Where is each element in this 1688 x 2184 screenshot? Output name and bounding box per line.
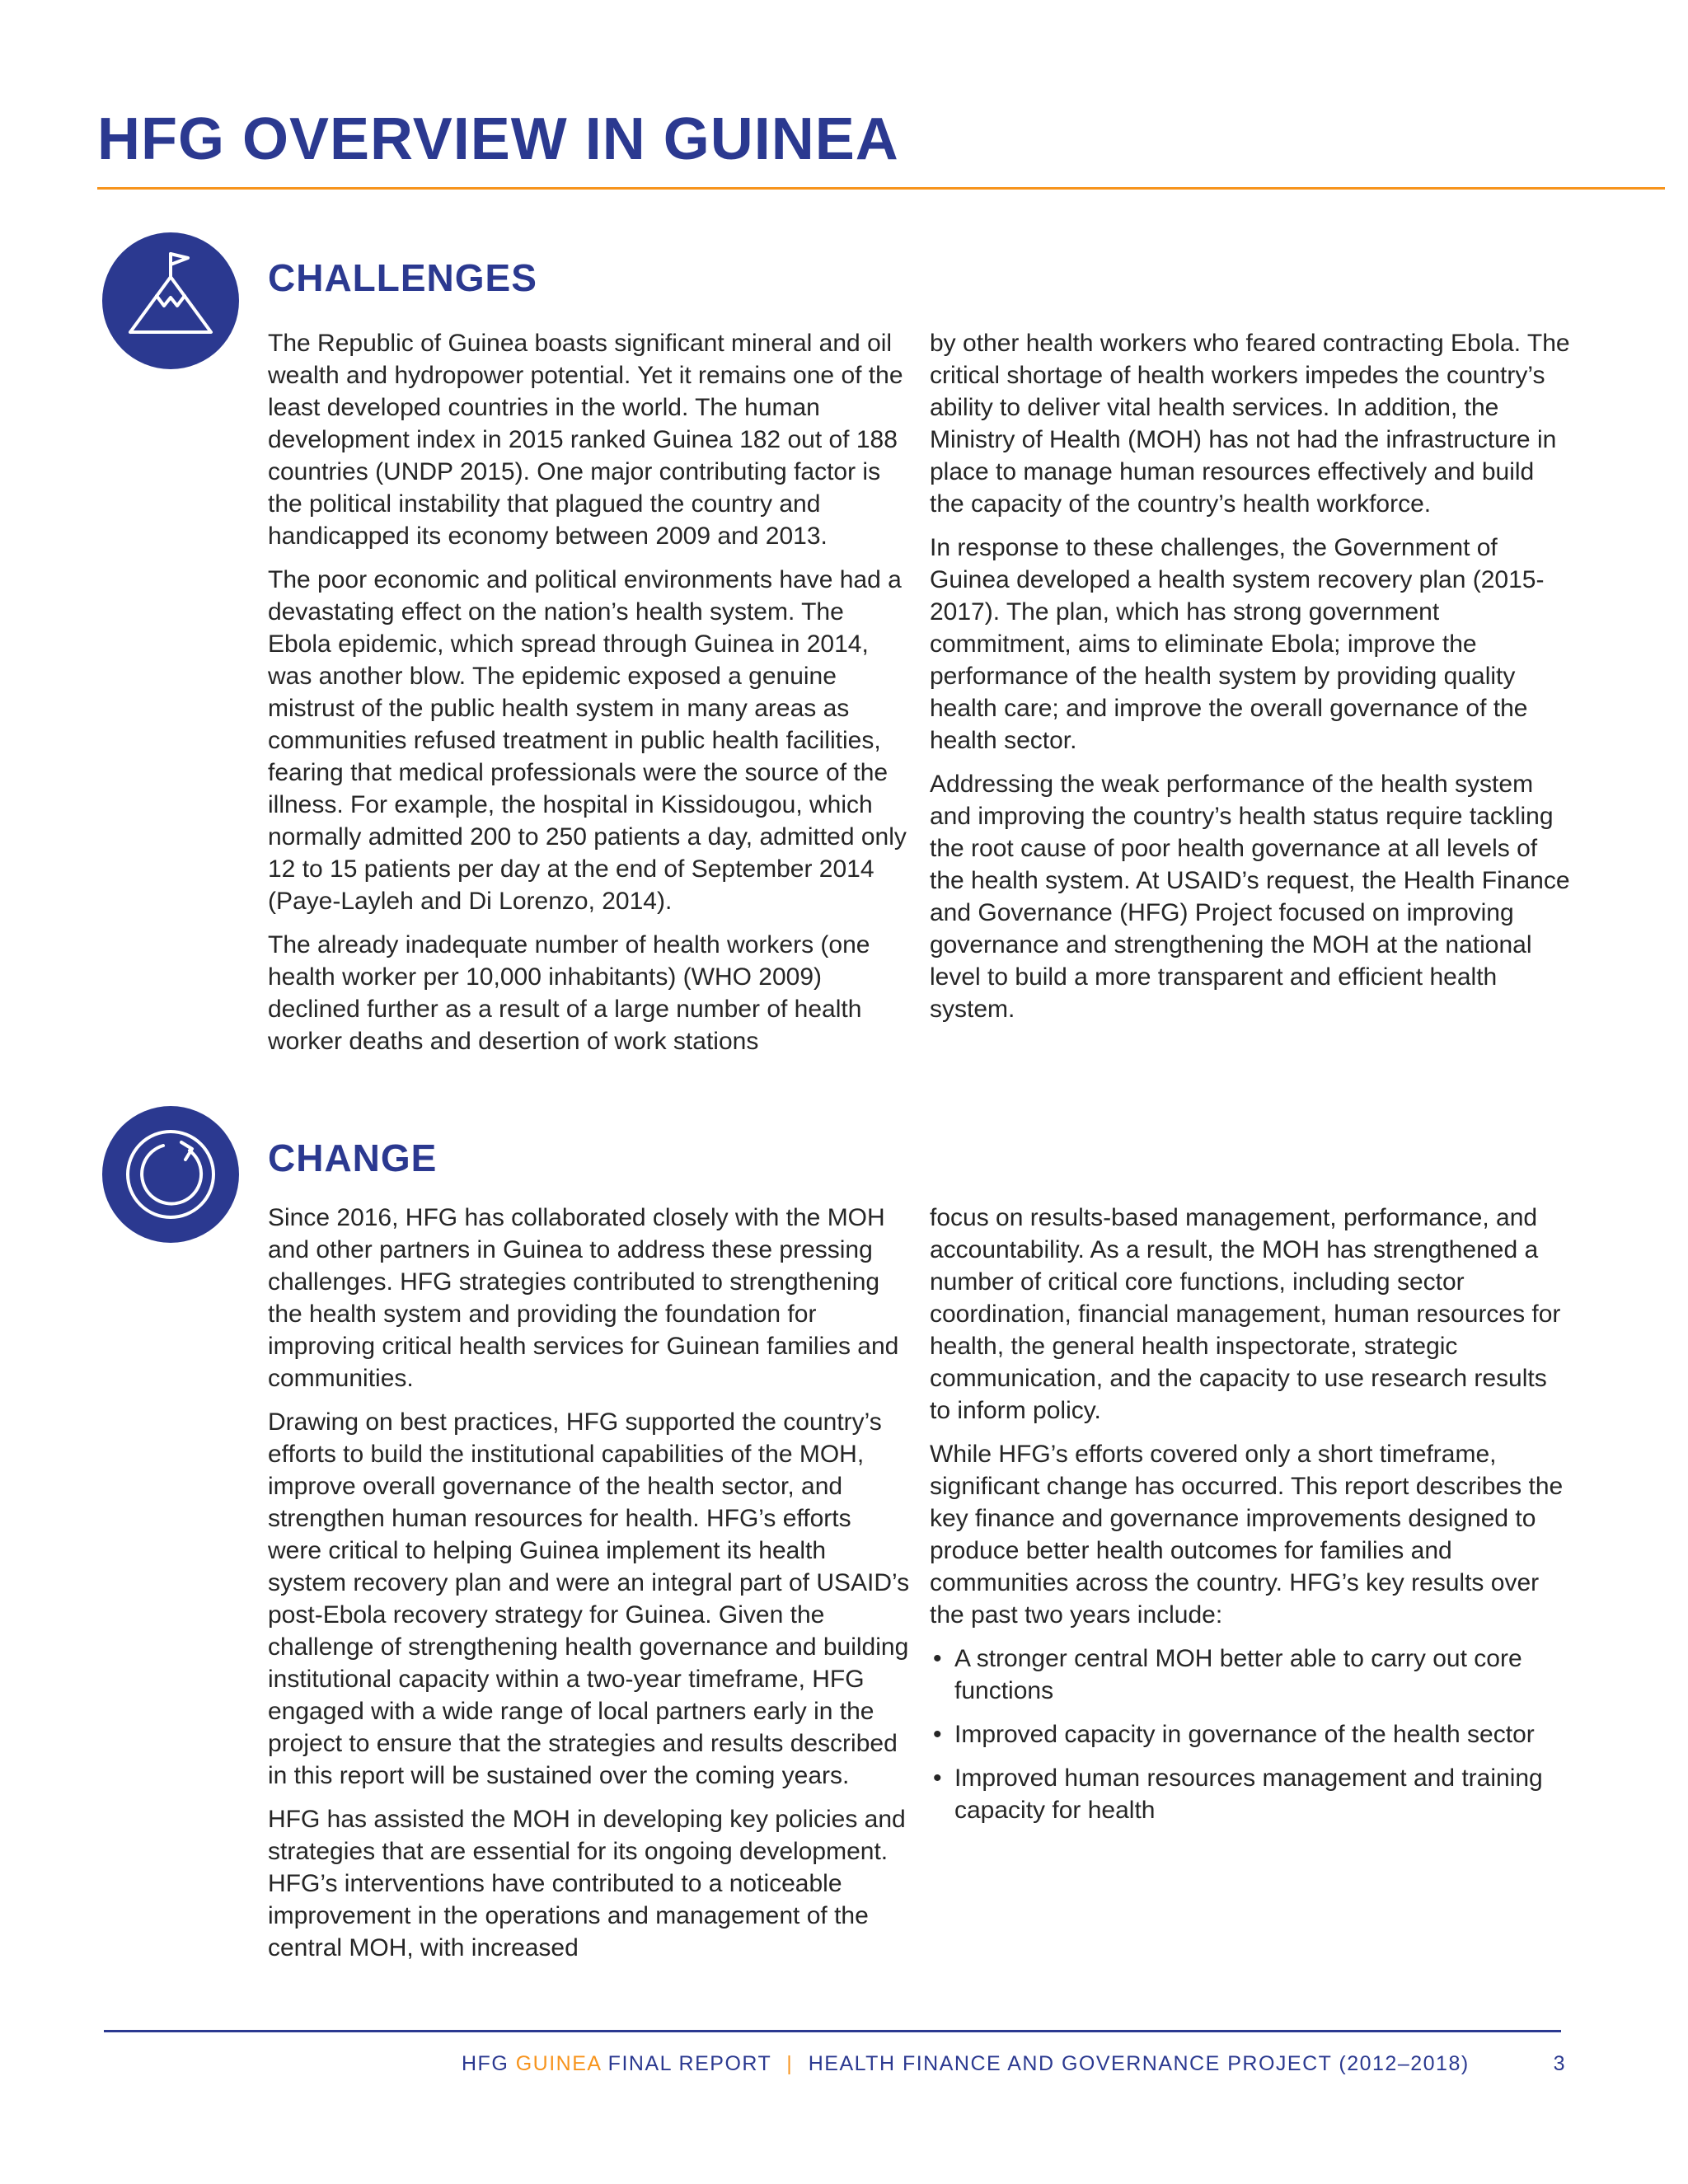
paragraph: HFG has assisted the MOH in developing key policies and strategies that are essential for its ongoing development. HFG’s interventions have contributed to a noticeable improvement in the operations and management of the central MOH, with increased [268,1806,906,1961]
footer-project-name: HEALTH FINANCE AND GOVERNANCE PROJECT (2012–2018) [808,2052,1470,2075]
footer [462,2052,1566,2076]
footer-report-prefix: HFG [462,2052,509,2075]
list-item: • Improved capacity in governance of the health sector [930,1718,1573,1750]
title-divider [97,187,1665,190]
paragraph: by other health workers who feared contracting Ebola. The critical shortage of health workers impedes the country’s ability to deliver vital health services. In addition, the Ministry of Health (MOH) has not had the infrastructure in place to manage human resources effectively and build the capacity of the country’s health workforce. [930,330,1570,518]
paragraph: In response to these challenges, the Government of Guinea developed a health system recovery plan (2015-2017). The plan, which has strong government commitment, aims to eliminate Ebola; improve the performance of the health system by providing quality health care; and improve the overall governance of the health sector. [930,534,1545,754]
refresh-arrow-icon [102,1106,239,1243]
list-item: • Improved human resources management and training capacity for health [930,1762,1573,1826]
paragraph: Drawing on best practices, HFG supported the country’s efforts to build the institutional capabilities of the MOH, improve overall governance of the health sector, and strengthen human resources for health. HFG’s efforts were critical to helping Guinea implement its health system recovery plan and were an integral part of USAID’s post-Ebola recovery strategy for Guinea. Given the challenge of strengthening health governance and building institutional capacity within a two-year timeframe, HFG engaged with a wide range of local partners early in the project to ensure that the strategies and results described in this report will be sustained over the coming years. [268,1408,910,1789]
change-heading: CHANGE [268,1137,438,1179]
mountain-flag-icon [102,232,239,369]
footer-country: GUINEA [515,2052,602,2075]
paragraph: Addressing the weak performance of the health system and improving the country’s health status require tackling the root cause of poor health governance at all levels of the health system. At USAID’s request, the Health Finance and Governance (HFG) Project focused on improving governance and strengthening the MOH at the national level to build a more transparent and efficient health system. [930,771,1570,1023]
page-number: 3 [1553,2052,1566,2075]
paragraph: The poor economic and political environments have had a devastating effect on the nation’s health system. The Ebola epidemic, which spread through Guinea in 2014, was another blow. The epidemic exposed a genuine mistrust of the public health system in many areas as communities refused treatment in public health facilities, fearing that medical professionals were the source of the illness. For example, the hospital in Kissidougou, which normally admitted 200 to 250 patients a day, admitted only 12 to 15 patients per day at the end of September 2014 (Paye-Layleh and Di Lorenzo, 2014). [268,566,907,915]
paragraph: While HFG’s efforts covered only a short timeframe, significant change has occurred. This report describes the key finance and governance improvements designed to produce better health outcomes for families and communities across the country. HFG’s key results over the past two years include: [930,1441,1564,1629]
challenges-right-column [930,327,1573,1037]
challenges-left-column [268,327,911,1069]
challenges-heading: CHALLENGES [268,256,537,299]
page-title: HFG OVERVIEW IN GUINEA [97,106,899,172]
change-left-column [268,1202,911,1975]
paragraph: Since 2016, HFG has collaborated closely with the MOH and other partners in Guinea to address these pressing challenges. HFG strategies contributed to strengthening the health system and providing the foundation for improving critical health services for Guinean families and communities. [268,1204,899,1392]
paragraph: The already inadequate number of health workers (one health worker per 10,000 inhabitants) (WHO 2009) declined further as a result of a large number of health worker deaths and desertion of work stations [268,931,870,1055]
footer-report-suffix: FINAL REPORT [607,2052,771,2075]
key-results-list [930,1643,1573,1826]
list-item: • A stronger central MOH better able to carry out core functions [930,1643,1573,1707]
footer-separator: | [786,2052,794,2075]
change-right-column [930,1202,1573,1838]
footer-divider [104,2030,1561,2032]
paragraph: focus on results-based management, performance, and accountability. As a result, the MOH has strengthened a number of critical core functions, including sector coordination, financial management, human resources for health, the general health inspectorate, strategic communication, and the capacity to use research results to inform policy. [930,1204,1561,1424]
paragraph: The Republic of Guinea boasts significant mineral and oil wealth and hydropower potential. Yet it remains one of the least developed countries in the world. The human development index in 2015 ranked Guinea 182 out of 188 countries (UNDP 2015). One major contributing factor is the political instability that plagued the country and handicapped its economy between 2009 and 2013. [268,330,903,550]
